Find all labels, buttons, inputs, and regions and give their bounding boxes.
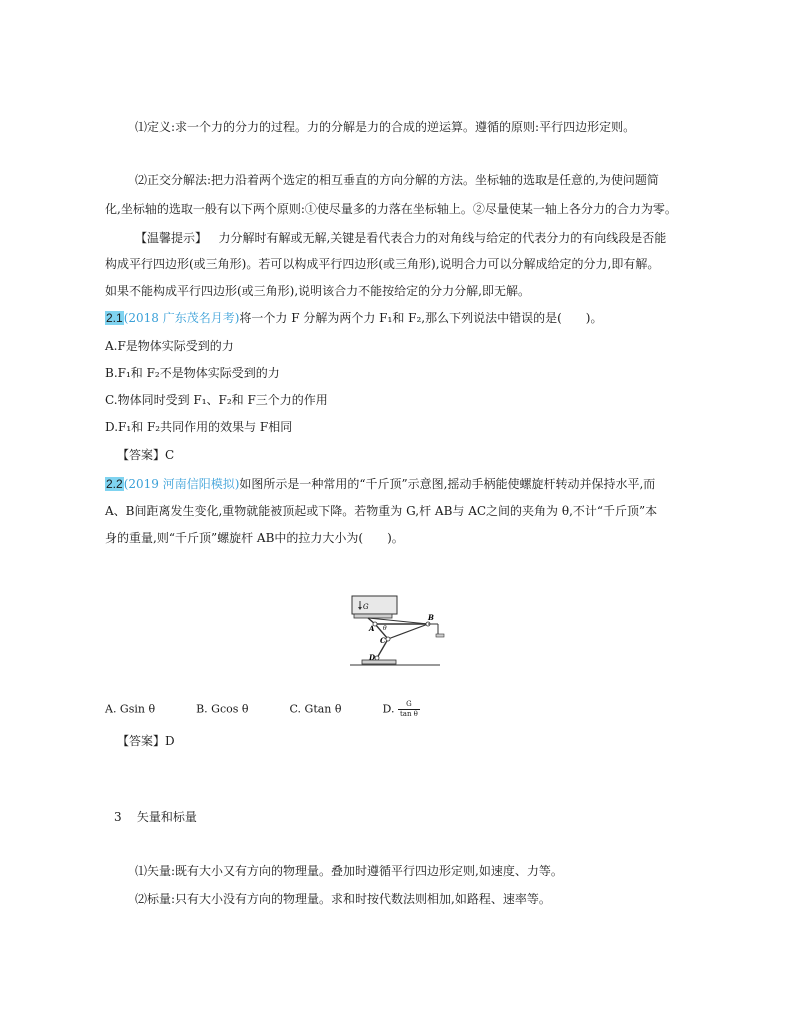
paragraph-definition: ⑴定义:求一个力的分力的过程。力的分解是力的合成的逆运算。遵循的原则:平行四边形定则。 — [135, 120, 636, 134]
question-source: (2018 广东茂名月考) — [123, 311, 240, 325]
tip-line-2: 构成平行四边形(或三角形)。若可以构成平行四边形(或三角形),说明合力可以分解成给定的分力,即有解。 — [105, 257, 660, 271]
question-number-tag: 2.2 — [106, 477, 123, 491]
q2-options-row — [105, 700, 420, 719]
tip-line-1 — [135, 229, 666, 247]
option-c: C.物体同时受到 F₁、F₂和 F三个力的作用 — [105, 393, 328, 407]
question-source: (2019 河南信阳模拟) — [123, 477, 240, 491]
load-block — [352, 596, 397, 614]
question-2-2-line-1 — [105, 475, 655, 493]
label-g: G — [363, 603, 369, 611]
option-d-fraction — [398, 700, 420, 719]
top-plate — [354, 614, 392, 618]
paragraph-scalar: ⑵标量:只有大小没有方向的物理量。求和时按代数法则相加,如路程、速率等。 — [135, 892, 551, 906]
joint-c — [386, 637, 390, 641]
label-c: C — [380, 636, 386, 645]
label-b: B — [428, 613, 434, 622]
joint-d — [375, 656, 379, 660]
label-a: A — [369, 624, 375, 633]
handle-grip — [436, 634, 444, 637]
arm-bc — [388, 624, 428, 639]
option-d: D. — [382, 702, 395, 716]
tip-label: 【温馨提示】 — [135, 231, 208, 245]
option-c: C. Gtan θ — [289, 702, 342, 716]
paragraph-vector: ⑴矢量:既有大小又有方向的物理量。叠加时遵循平行四边形定则,如速度、力等。 — [135, 864, 563, 878]
question-text: 如图所示是一种常用的“千斤顶”示意图,摇动手柄能使螺旋杆转动并保持水平,而 — [239, 477, 656, 491]
jack-diagram — [340, 590, 450, 675]
section-title: 矢量和标量 — [136, 810, 197, 824]
section-3-heading — [114, 808, 197, 826]
option-b: B. Gcos θ — [196, 702, 249, 716]
option-a: A. Gsin θ — [105, 702, 156, 716]
option-d: D.F₁和 F₂共同作用的效果与 F相同 — [105, 420, 293, 434]
paragraph-orthogonal-2: 化,坐标轴的选取一般有以下两个原则:①使尽量多的力落在坐标轴上。②尽量使某一轴上各分力的合力为零。 — [105, 202, 677, 216]
tip-line-3: 如果不能构成平行四边形(或三角形),说明该合力不能按给定的分力分解,即无解。 — [105, 284, 530, 298]
answer-2-2: 【答案】D — [117, 734, 175, 748]
question-2-2-line-2: A、B间距离发生变化,重物就能被顶起或下降。若物重为 G,杆 AB与 AC之间的夹角为 θ,不计“千斤顶”本 — [105, 504, 658, 518]
question-2-2-line-3: 身的重量,则“千斤顶”螺旋杆 AB中的拉力大小为( )。 — [105, 531, 404, 545]
option-b: B.F₁和 F₂不是物体实际受到的力 — [105, 366, 280, 380]
base-plate — [362, 660, 396, 664]
label-d: D — [369, 653, 376, 662]
question-number-tag: 2.1 — [106, 311, 123, 325]
answer-2-1: 【答案】C — [117, 448, 175, 462]
question-2-1-stem — [105, 309, 602, 327]
question-text: 将一个力 F 分解为两个力 F₁和 F₂,那么下列说法中错误的是( )。 — [239, 311, 603, 325]
fraction-numerator: G — [398, 700, 420, 710]
fraction-denominator: tan θ — [399, 710, 418, 718]
paragraph-orthogonal-1: ⑵正交分解法:把力沿着两个选定的相互垂直的方向分解的方法。坐标轴的选取是任意的,为使问题简 — [135, 173, 659, 187]
label-theta: θ — [383, 625, 387, 632]
option-a: A.F是物体实际受到的力 — [105, 339, 234, 353]
section-number: 3 — [114, 810, 122, 824]
tip-text-1: 力分解时有解或无解,关键是看代表合力的对角线与给定的代表分力的有向线段是否能 — [218, 231, 667, 245]
